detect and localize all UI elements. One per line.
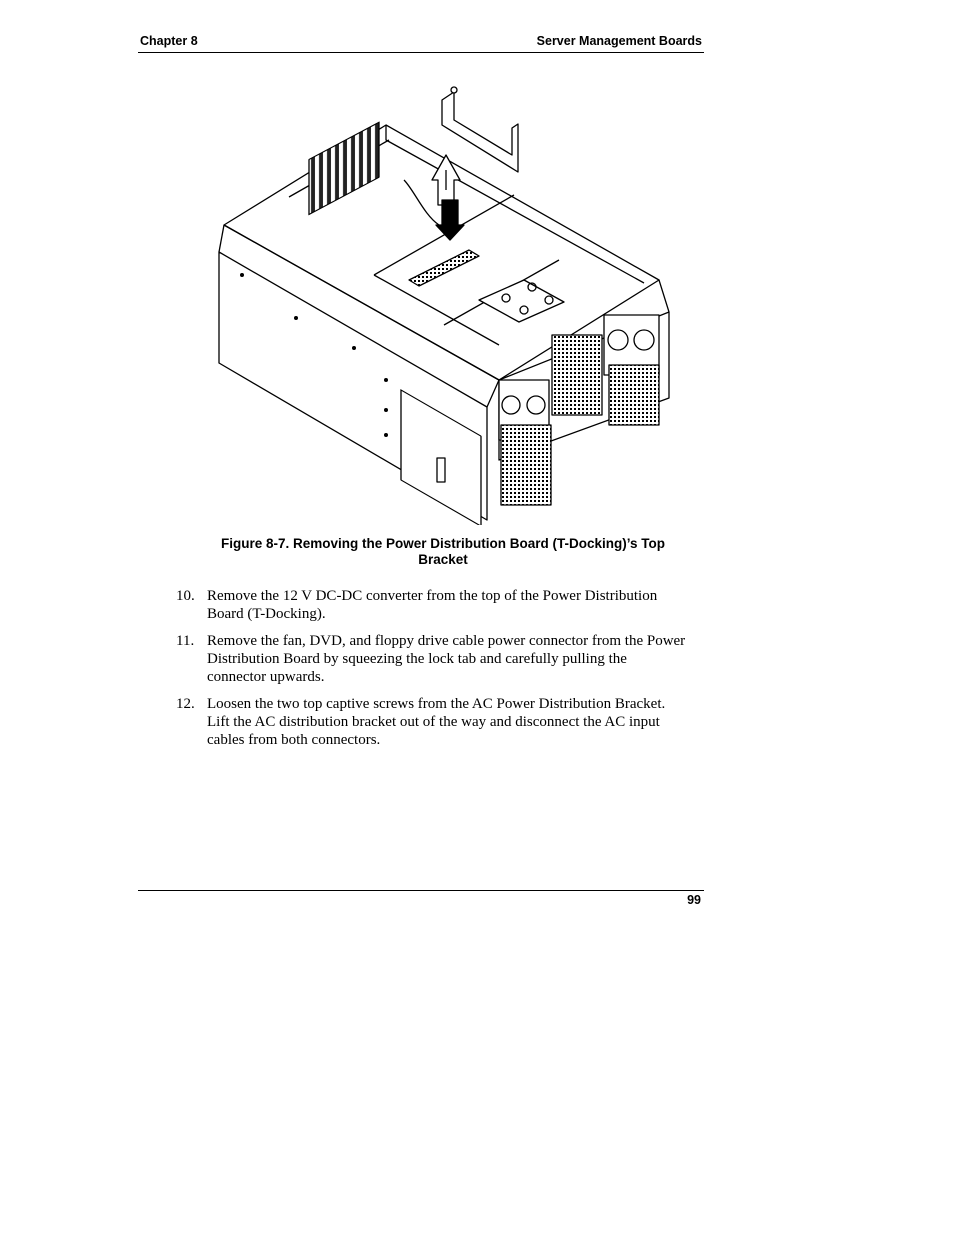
figure-caption-line-1: Figure 8-7. Removing the Power Distribution Board (T-Docking)’s Top xyxy=(220,536,666,551)
section-title: Server Management Boards xyxy=(536,34,702,48)
procedure-steps xyxy=(176,587,686,758)
step-number: 11. xyxy=(176,633,195,649)
header-rule xyxy=(138,52,704,53)
page-number: 99 xyxy=(687,893,701,907)
footer-rule xyxy=(138,890,704,891)
step-number: 10. xyxy=(176,588,195,604)
figure-caption xyxy=(180,536,706,568)
procedure-step xyxy=(176,587,686,623)
procedure-step xyxy=(176,632,686,686)
step-text: Remove the fan, DVD, and floppy drive cable power connector from the Power Distribution Board by squeezing the lock tab and carefully pulling the connector upwards. xyxy=(207,633,686,685)
step-number: 12. xyxy=(176,696,195,712)
chapter-label: Chapter 8 xyxy=(140,34,198,48)
step-text: Loosen the two top captive screws from the AC Power Distribution Bracket. Lift the AC distribution bracket out of the way and disconnect the AC input cables from both connectors. xyxy=(207,696,666,748)
figure-caption-line-2: Bracket xyxy=(418,552,468,567)
step-text: Remove the 12 V DC-DC converter from the top of the Power Distribution Board (T-Docking). xyxy=(207,588,658,622)
server-chassis-illustration xyxy=(214,80,674,525)
procedure-step xyxy=(176,695,686,749)
